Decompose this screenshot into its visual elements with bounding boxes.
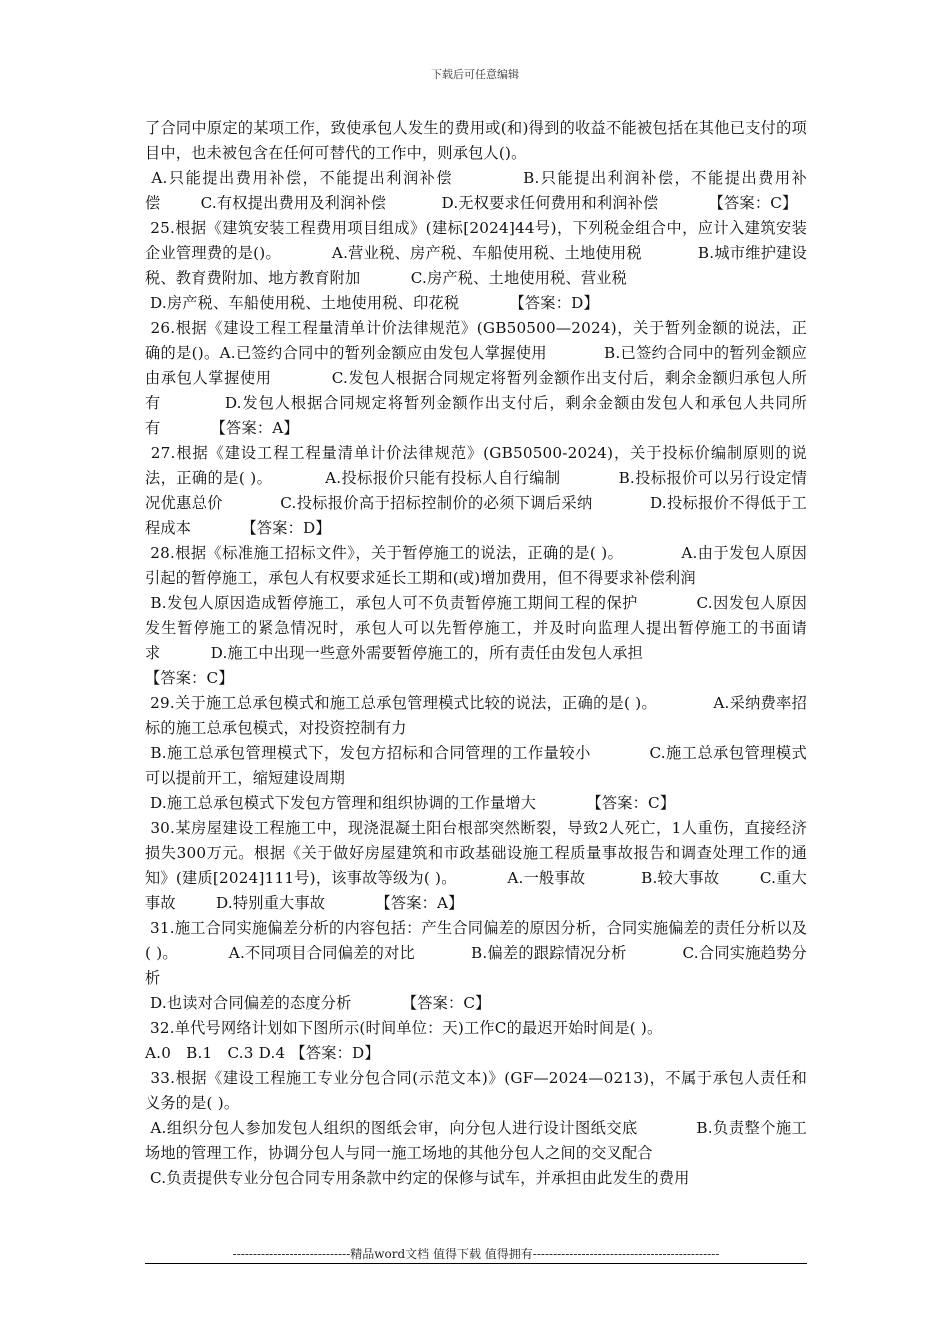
paragraph: 了合同中原定的某项工作，致使承包人发生的费用或(和)得到的收益不能被包括在其他已支付的项目中，也未被包含在任何可替代的工作中，则承包人()。 xyxy=(145,119,807,162)
paragraph: 25.根据《建筑安装工程费用项目组成》(建标[2024]44号)，下列税金组合中，应计入建筑安装企业管理费的是()。 A.营业税、房产税、车船使用税、土地使用税 B.城市维护建设税、教育费附加、地方教育附加 C.房产税、土地使用税、营业税 xyxy=(145,219,807,287)
paragraph: D.施工总承包模式下发包方管理和组织协调的工作量增大 【答案：C】 xyxy=(145,794,676,812)
paragraph: A.只能提出费用补偿，不能提出利润补偿 B.只能提出利润补偿，不能提出费用补偿 C.有权提出费用及利润补偿 D.无权要求任何费用和利润补偿 【答案：C】 xyxy=(145,169,807,212)
page-footer: -----------------------------精品word文档 值得下载 值得拥有---------------------------------------------- xyxy=(232,1247,720,1261)
footer-divider xyxy=(145,1263,807,1264)
paragraph: C.负责提供专业分包合同专用条款中约定的保修与试车，并承担由此发生的费用 xyxy=(145,1169,690,1187)
paragraph: 28.根据《标准施工招标文件》，关于暂停施工的说法，正确的是( )。 A.由于发包人原因引起的暂停施工，承包人有权要求延长工期和(或)增加费用，但不得要求补偿利润 xyxy=(145,544,807,587)
page-header: 下载后可任意编辑 xyxy=(431,68,519,81)
paragraph: 【答案：C】 xyxy=(145,669,234,687)
paragraph: B.发包人原因造成暂停施工，承包人可不负责暂停施工期间工程的保护 C.因发包人原因发生暂停施工的紧急情况时，承包人可以先暂停施工，并及时向监理人提出暂停施工的书面请求 D.施工中出现一些意外需要暂停施工的，所有责任由发包人承担 xyxy=(145,594,807,662)
paragraph: 33.根据《建设工程施工专业分包合同(示范文本)》(GF—2024—0213)，不属于承包人责任和义务的是( )。 xyxy=(145,1069,807,1112)
paragraph: 32.单代号网络计划如下图所示(时间单位：天)工作C的最迟开始时间是( )。 xyxy=(145,1019,663,1037)
paragraph: D.也读对合同偏差的态度分析 【答案：C】 xyxy=(145,994,491,1012)
paragraph: D.房产税、车船使用税、土地使用税、印花税 【答案：D】 xyxy=(145,294,599,312)
paragraph: 31.施工合同实施偏差分析的内容包括：产生合同偏差的原因分析，合同实施偏差的责任分析以及( )。 A.不同项目合同偏差的对比 B.偏差的跟踪情况分析 C.合同实施趋势分析 xyxy=(145,919,807,987)
paragraph: 26.根据《建设工程工程量清单计价法律规范》(GB50500—2024)，关于暂列金额的说法，正确的是()。A.已签约合同中的暂列金额应由发包人掌握使用 B.已签约合同中的暂列金额应由承包人掌握使用 C.发包人根据合同规定将暂列金额作出支付后，剩余金额归承包人所有 D.发包人根据合同规定将暂列金额作出支付后，剩余金额由发包人和承包人共同所有 【答案：A】 xyxy=(145,319,807,437)
paragraph: B.施工总承包管理模式下，发包方招标和合同管理的工作量较小 C.施工总承包管理模式可以提前开工，缩短建设周期 xyxy=(145,744,807,787)
paragraph: 29.关于施工总承包模式和施工总承包管理模式比较的说法，正确的是( )。 A.采纳费率招标的施工总承包模式，对投资控制有力 xyxy=(145,694,807,737)
paragraph: A.组织分包人参加发包人组织的图纸会审，向分包人进行设计图纸交底 B.负责整个施工场地的管理工作，协调分包人与同一施工场地的其他分包人之间的交叉配合 xyxy=(145,1119,807,1162)
paragraph: 27.根据《建设工程工程量清单计价法律规范》(GB50500-2024)，关于投标价编制原则的说法，正确的是( )。 A.投标报价只能有投标人自行编制 B.投标报价可以另行设定情况优惠总价 C.投标报价高于招标控制价的必须下调后采纳 D.投标报价不得低于工程成本 【答案：D】 xyxy=(145,444,807,537)
paragraph: A.0 B.1 C.3 D.4 【答案：D】 xyxy=(145,1044,380,1062)
paragraph: 30.某房屋建设工程施工中，现浇混凝土阳台根部突然断裂，导致2人死亡，1人重伤，直接经济损失300万元。根据《关于做好房屋建筑和市政基础设施工程质量事故报告和调查处理工作的通知》(建质[2024]111号)，该事故等级为( )。 A.一般事故 B.较大事故 C.重大事故 D.特别重大事故 【答案：A】 xyxy=(145,819,807,912)
document-body xyxy=(145,116,807,1191)
